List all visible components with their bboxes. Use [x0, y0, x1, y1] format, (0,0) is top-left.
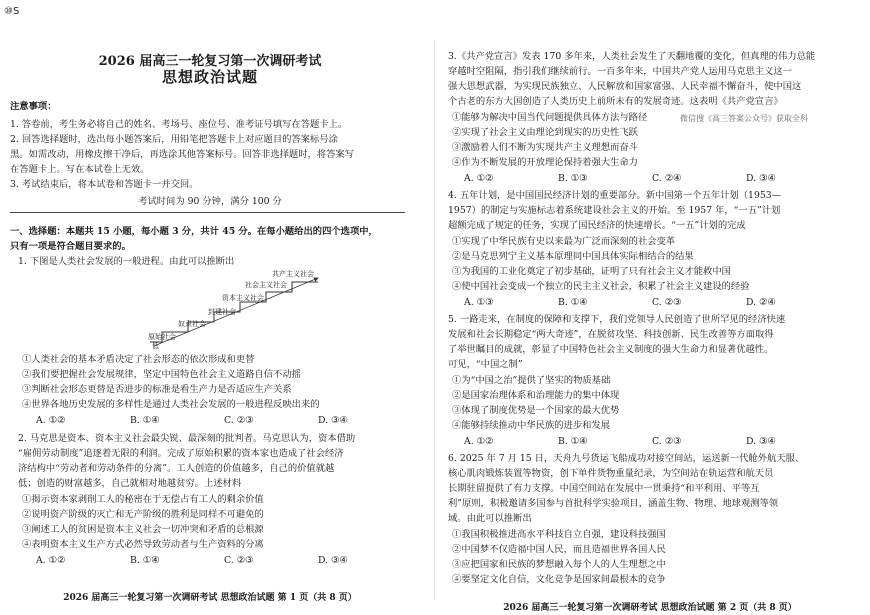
q2-option: ③阐述工人的贫困是资本主义社会一切冲突和矛盾的总根源 [22, 524, 264, 535]
q2-option: ②说明资产阶级的灭亡和无产阶级的胜利是同样不可避免的 [22, 509, 264, 520]
q3-choice: D. ③④ [746, 173, 776, 184]
q1-option: ①人类社会的基本矛盾决定了社会形态的依次形成和更替 [22, 354, 255, 365]
page-2 [440, 0, 860, 615]
notice-line: 在答题卡上。写在本试卷上无效。 [10, 164, 150, 175]
q2-option: ④表明资本主义生产方式必然导致劳动者与生产资料的分离 [22, 539, 264, 550]
q4-option: ④使中国社会变成一个独立的民主主义社会，积累了社会主义建设的经验 [452, 281, 750, 292]
q1-choice: D. ③④ [318, 415, 348, 426]
q5-choice: C. ②③ [652, 436, 682, 447]
q5-choice: D. ③④ [746, 436, 776, 447]
q2-stem: 低；创造的财富越多，自己就相对地越贫穷。上述材料 [18, 478, 242, 489]
q6-stem: 长期驻留提供了有力支撑。中国空间站在发展中一贯秉持“和平利用、平等互 [448, 483, 760, 494]
q1-choice: C. ②③ [224, 415, 254, 426]
stair-label: 社会主义社会 [245, 281, 287, 289]
notice-line: 黑。如需改动，用橡皮擦干净后，再选涂其他答案标号。回答非选择题时，将答案写 [10, 149, 354, 160]
stair-label: 原始社会 [148, 333, 176, 341]
q3-option: ②实现了社会主义由理论到现实的历史性飞跃 [452, 127, 638, 138]
q3-option: ④作为不断发展的开放理论保持着强大生命力 [452, 157, 638, 168]
q4-choice: C. ②③ [652, 297, 682, 308]
q4-choice: D. ②④ [746, 297, 776, 308]
page-footer: 2026 届高三一轮复习第一次调研考试 思想政治试题 第 2 页（共 8 页） [503, 603, 797, 613]
q2-choice: C. ②③ [224, 555, 254, 566]
section-heading: 只有一项是符合题目要求的。 [10, 241, 131, 252]
q3-option: ③激励着人们不断为实现共产主义理想而奋斗 [452, 142, 638, 153]
q2-choice: A. ①② [36, 555, 66, 566]
q5-stem: 发展和社会长期稳定“两大奇迹”，在脱贫攻坚、科技创新、民生改善等方面取得 [448, 329, 774, 340]
q1-stairs-diagram [150, 268, 320, 348]
q5-option: ③体现了制度优势是一个国家的最大优势 [452, 405, 620, 416]
q4-option: ①实现了中华民族有史以来最为广泛而深刻的社会变革 [452, 236, 676, 247]
q4-option: ③为我国的工业化奠定了初步基础，证明了只有社会主义才能救中国 [452, 266, 731, 277]
q3-stem: 个古老的东方大国创造了人类历史上前所未有的发展奇迹。这表明《共产党宣言》 [448, 96, 783, 107]
q2-stem: 济结构中“劳动者和劳动条件的分离”。工人创造的价值越多，自己的价值就越 [18, 463, 335, 474]
q6-stem: 域。由此可以推断出 [448, 513, 532, 524]
q2-choice: B. ①④ [130, 555, 160, 566]
q2-stem: 2. 马克思是资本、资本主义社会最尖锐、最深刻的批判者。马克思认为，资本借助 [18, 433, 356, 444]
q1-choice: B. ①④ [130, 415, 160, 426]
exam-title: 2026 届高三一轮复习第一次调研考试 [98, 54, 322, 69]
stair-label: 资本主义社会 [222, 294, 264, 302]
q6-option: ④要坚定文化自信，文化竞争是国家间最根本的竞争 [452, 574, 666, 585]
q4-option: ②是马克思列宁主义基本原理同中国具体实际相结合的结果 [452, 251, 694, 262]
stair-label: 共产主义社会 [272, 270, 314, 278]
q6-stem: 利”原则，积极邀请多国参与首批科学实验项目，涵盖生物、物理、地球观测等领 [448, 498, 779, 509]
q2-option: ①揭示资本家剥削工人的秘密在于无偿占有工人的剩余价值 [22, 494, 264, 505]
q2-stem: “雇佣劳动制度”追逐着无限的利润。完成了原始积累的资本家也造成了社会经济 [18, 448, 344, 459]
section-heading: 一、选择题：本题共 15 小题，每小题 3 分，共计 45 分。在每小题给出的四个选项中， [10, 226, 378, 237]
q5-choice: B. ①④ [558, 436, 588, 447]
q3-stem: 穿越时空阻隔，指引我们继续前行。一百多年来，中国共产党人运用马克思主义这一 [448, 66, 792, 77]
q5-option: ①为“中国之治”提供了坚实的物质基础 [452, 375, 611, 386]
q1-stem: 1. 下图是人类社会发展的一般进程。由此可以推断出 [18, 256, 235, 267]
q1-option: ③判断社会形态更替是否进步的标准是看生产力是否适应生产关系 [22, 384, 292, 395]
axis-label: 低 [152, 342, 159, 350]
page-1 [0, 0, 420, 615]
notice-line: 3. 考试结束后，将本试卷和答题卡一并交回。 [10, 179, 199, 190]
q4-stem: 1957）的制定与实施标志着系统建设社会主义的开始。至 1957 年，“一五”计划 [448, 205, 781, 216]
q4-choice: A. ①③ [464, 297, 494, 308]
time-score: 考试时间为 90 分钟，满分 100 分 [138, 196, 282, 207]
q6-stem: 6. 2025 年 7 月 15 日，天舟九号货运飞船成功对接空间站，运送新一代舱外航天服、 [448, 453, 805, 464]
q6-stem: 核心肌肉锻炼装置等物资，创下单件货物重量纪录，为空间站在轨运营和航天员 [448, 468, 774, 479]
q3-choice: B. ①③ [558, 173, 588, 184]
q5-choice: A. ①② [464, 436, 494, 447]
q4-choice: B. ①④ [558, 297, 588, 308]
subject-title: 思想政治试题 [161, 68, 258, 86]
q5-option: ②是国家治理体系和治理能力的集中体现 [452, 390, 620, 401]
corner-logo: ⑩S [4, 6, 20, 17]
q5-stem: 5. 一路走来，在制度的保障和支撑下，我们党领导人民创造了世所罕见的经济快速 [448, 314, 786, 325]
q1-choice: A. ①② [36, 415, 66, 426]
q4-stem: 超额完成了规定的任务，实现了国民经济的快速增长。“一五”计划的完成 [448, 220, 746, 231]
q2-choice: D. ③④ [318, 555, 348, 566]
q5-stem: 了举世瞩目的成就，彰显了中国特色社会主义制度的强大生命力和显著优越性。 [448, 344, 774, 355]
q6-option: ②中国梦不仅造福中国人民，而且造福世界各国人民 [452, 544, 666, 555]
q6-option: ①我国积极推进高水平科技自立自强，建设科技强国 [452, 529, 666, 540]
q3-stem: 强大思想武器，为实现民族独立、人民解放和国家富强、人民幸福不懈奋斗，使中国这 [448, 81, 802, 92]
stair-label: 奴隶社会 [178, 320, 206, 328]
q1-option: ②我们要把握社会发展规律，坚定中国特色社会主义道路自信不动摇 [22, 369, 301, 380]
page-divider [434, 40, 435, 600]
q5-stem: 可见，“中国之制” [448, 359, 523, 370]
q3-option: ①能够为解决中国当代问题提供具体方法与路径 [452, 112, 648, 123]
notice-heading: 注意事项： [10, 101, 57, 112]
page-footer: 2026 届高三一轮复习第一次调研考试 思想政治试题 第 1 页（共 8 页） [63, 593, 357, 603]
divider-line [10, 212, 405, 213]
q4-stem: 4. 五年计划，是中国国民经济计划的重要部分。新中国第一个五年计划（1953— [448, 190, 781, 201]
stair-label: 封建社会 [208, 308, 236, 316]
q3-watermark: 微信搜《高三答案公众号》获取全科 [680, 114, 808, 123]
notice-line: 1. 答卷前，考生务必将自己的姓名、考场号、座位号、准考证号填写在答题卡上。 [10, 119, 348, 130]
q3-stem: 3.《共产党宣言》发表 170 多年来，人类社会发生了天翻地覆的变化，但真理的伟力总能 [448, 51, 816, 62]
q6-option: ③应把国家和民族的梦想融入每个人的人生理想之中 [452, 559, 666, 570]
q5-option: ④能够持续推动中华民族的进步和发展 [452, 420, 611, 431]
q3-choice: A. ①② [464, 173, 494, 184]
notice-line: 2. 回答选择题时，选出每小题答案后，用铅笔把答题卡上对应题目的答案标号涂 [10, 134, 338, 145]
q3-choice: C. ②④ [652, 173, 682, 184]
q1-option: ④世界各地历史发展的多样性是通过人类社会发展的一般进程反映出来的 [22, 399, 320, 410]
